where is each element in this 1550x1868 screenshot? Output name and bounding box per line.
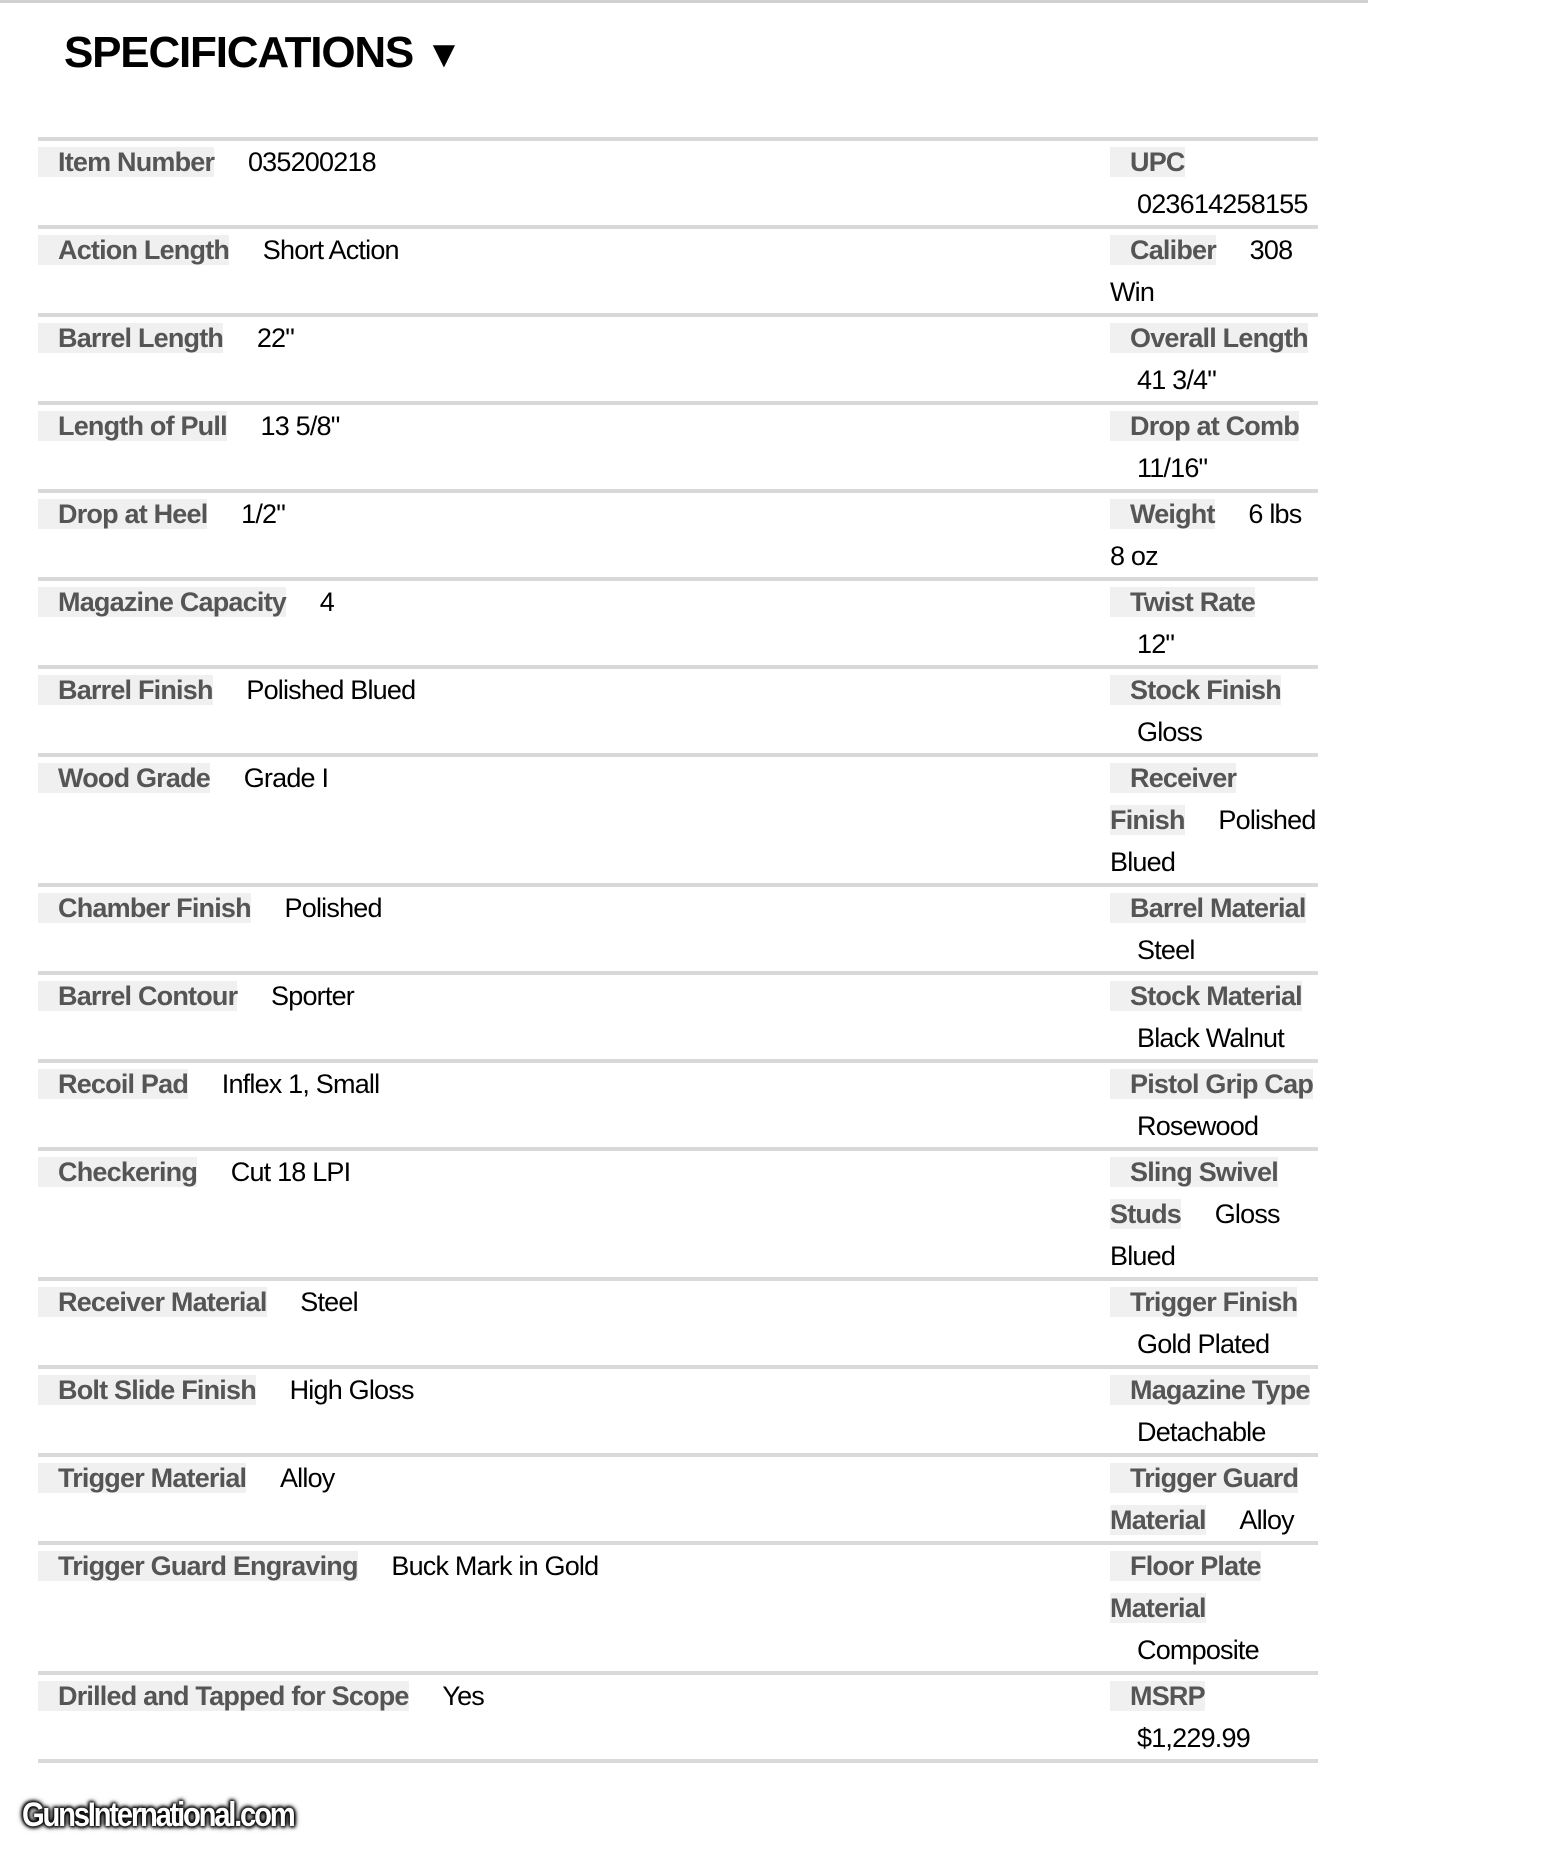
spec-cell-right	[1110, 581, 1317, 665]
spec-row	[38, 1365, 1318, 1453]
spec-cell-right	[1110, 317, 1317, 401]
spec-label: Wood Grade	[38, 763, 210, 793]
spec-cell-left	[38, 887, 1110, 971]
spec-value: Inflex 1, Small	[221, 1069, 380, 1099]
triangle-down-icon: ▼	[425, 34, 462, 76]
spec-label: Checkering	[38, 1157, 197, 1187]
spec-cell-right	[1110, 493, 1317, 577]
spec-cell-right	[1110, 229, 1317, 313]
spec-cell-left	[38, 1675, 1110, 1759]
spec-value: 13 5/8"	[260, 411, 340, 441]
spec-value: Gloss Blued	[1110, 1199, 1280, 1271]
spec-value: Gold Plated	[1137, 1329, 1270, 1359]
spec-value: Buck Mark in Gold	[391, 1551, 599, 1581]
spec-value: Black Walnut	[1137, 1023, 1284, 1053]
spec-value: 308 Win	[1110, 235, 1293, 307]
spec-label: Stock Finish	[1110, 675, 1281, 705]
spec-label: Barrel Contour	[38, 981, 237, 1011]
spec-value: Yes	[442, 1681, 485, 1711]
spec-label: Stock Material	[1110, 981, 1302, 1011]
spec-cell-right	[1110, 1281, 1317, 1365]
spec-cell-right	[1110, 1369, 1317, 1453]
spec-row	[38, 971, 1318, 1059]
spec-cell-left	[38, 1369, 1110, 1453]
spec-label: Drop at Heel	[38, 499, 207, 529]
spec-label: Caliber	[1110, 235, 1216, 265]
specifications-toggle[interactable]	[64, 26, 462, 82]
spec-label: Item Number	[38, 147, 214, 177]
spec-value: Detachable	[1137, 1417, 1266, 1447]
spec-label: Floor Plate Material	[1110, 1551, 1261, 1623]
spec-label: Recoil Pad	[38, 1069, 188, 1099]
spec-row	[38, 883, 1318, 971]
spec-value: Composite	[1137, 1635, 1259, 1665]
spec-cell-left	[38, 141, 1110, 225]
spec-label: Barrel Material	[1110, 893, 1306, 923]
spec-label: Trigger Guard Engraving	[38, 1551, 358, 1581]
spec-cell-left	[38, 317, 1110, 401]
specifications-table	[38, 137, 1318, 1763]
spec-cell-left	[38, 1281, 1110, 1365]
spec-label: Magazine Type	[1110, 1375, 1310, 1405]
spec-value: 1/2"	[241, 499, 286, 529]
spec-label: Pistol Grip Cap	[1110, 1069, 1313, 1099]
spec-value: Sporter	[271, 981, 354, 1011]
section-title: SPECIFICATIONS	[64, 28, 414, 77]
spec-value: 12"	[1137, 629, 1175, 659]
spec-value: Short Action	[262, 235, 399, 265]
spec-cell-left	[38, 975, 1110, 1059]
spec-value: Alloy	[1239, 1505, 1294, 1535]
top-divider	[0, 0, 1368, 3]
spec-cell-right	[1110, 405, 1317, 489]
spec-label: Bolt Slide Finish	[38, 1375, 256, 1405]
spec-value: 035200218	[247, 147, 376, 177]
spec-row	[38, 1059, 1318, 1147]
spec-row	[38, 137, 1318, 225]
spec-row	[38, 1671, 1318, 1759]
spec-row	[38, 1453, 1318, 1541]
spec-value: 4	[319, 587, 334, 617]
spec-cell-left	[38, 1457, 1110, 1541]
spec-row	[38, 1277, 1318, 1365]
spec-label: Chamber Finish	[38, 893, 251, 923]
spec-value: 11/16"	[1137, 453, 1208, 483]
spec-cell-right	[1110, 975, 1317, 1059]
spec-label: Barrel Length	[38, 323, 223, 353]
spec-label: Sling Swivel Studs	[1110, 1157, 1278, 1229]
spec-label: Receiver Material	[38, 1287, 267, 1317]
spec-value: Alloy	[279, 1463, 335, 1493]
spec-value: Rosewood	[1137, 1111, 1259, 1141]
spec-cell-left	[38, 1545, 1110, 1671]
spec-row	[38, 753, 1318, 883]
spec-cell-right	[1110, 1675, 1317, 1759]
spec-value: 41 3/4"	[1137, 365, 1217, 395]
spec-cell-right	[1110, 1545, 1317, 1671]
spec-cell-left	[38, 1151, 1110, 1277]
spec-cell-left	[38, 1063, 1110, 1147]
spec-value: Cut 18 LPI	[230, 1157, 351, 1187]
spec-cell-right	[1110, 757, 1317, 883]
spec-label: Barrel Finish	[38, 675, 213, 705]
spec-label: Trigger Guard Material	[1110, 1463, 1299, 1535]
spec-label: Receiver Finish	[1110, 763, 1237, 835]
spec-label: Trigger Material	[38, 1463, 246, 1493]
spec-value: 22"	[256, 323, 295, 353]
watermark-logo: GunsInternational.com	[22, 1796, 294, 1834]
spec-label: Drilled and Tapped for Scope	[38, 1681, 409, 1711]
spec-label: UPC	[1110, 147, 1185, 177]
spec-value: 6 lbs 8 oz	[1110, 499, 1302, 571]
spec-cell-left	[38, 493, 1110, 577]
spec-value: Steel	[300, 1287, 358, 1317]
spec-value: Gloss	[1137, 717, 1203, 747]
spec-cell-right	[1110, 887, 1317, 971]
spec-label: Trigger Finish	[1110, 1287, 1297, 1317]
spec-value: High Gloss	[289, 1375, 414, 1405]
spec-cell-right	[1110, 669, 1317, 753]
spec-cell-left	[38, 757, 1110, 883]
spec-label: Overall Length	[1110, 323, 1308, 353]
spec-cell-left	[38, 581, 1110, 665]
spec-value: $1,229.99	[1137, 1723, 1250, 1753]
spec-cell-left	[38, 229, 1110, 313]
spec-value: Steel	[1137, 935, 1195, 965]
spec-value: 023614258155	[1137, 189, 1308, 219]
spec-row	[38, 225, 1318, 313]
spec-cell-left	[38, 405, 1110, 489]
spec-cell-right	[1110, 1063, 1317, 1147]
spec-label: Magazine Capacity	[38, 587, 286, 617]
spec-label: Length of Pull	[38, 411, 227, 441]
spec-value: Grade I	[243, 763, 329, 793]
spec-row	[38, 1147, 1318, 1277]
spec-cell-right	[1110, 1151, 1317, 1277]
spec-value: Polished Blued	[246, 675, 416, 705]
spec-cell-right	[1110, 1457, 1317, 1541]
spec-row	[38, 577, 1318, 665]
spec-label: Twist Rate	[1110, 587, 1255, 617]
spec-label: Action Length	[38, 235, 229, 265]
spec-row	[38, 665, 1318, 753]
spec-row	[38, 1541, 1318, 1671]
spec-cell-left	[38, 669, 1110, 753]
spec-label: MSRP	[1110, 1681, 1205, 1711]
spec-value: Polished	[284, 893, 382, 923]
spec-label: Drop at Comb	[1110, 411, 1299, 441]
spec-cell-right	[1110, 141, 1317, 225]
spec-value: Polished Blued	[1110, 805, 1316, 877]
spec-row	[38, 401, 1318, 489]
spec-row	[38, 313, 1318, 401]
spec-label: Weight	[1110, 499, 1215, 529]
spec-row	[38, 489, 1318, 577]
